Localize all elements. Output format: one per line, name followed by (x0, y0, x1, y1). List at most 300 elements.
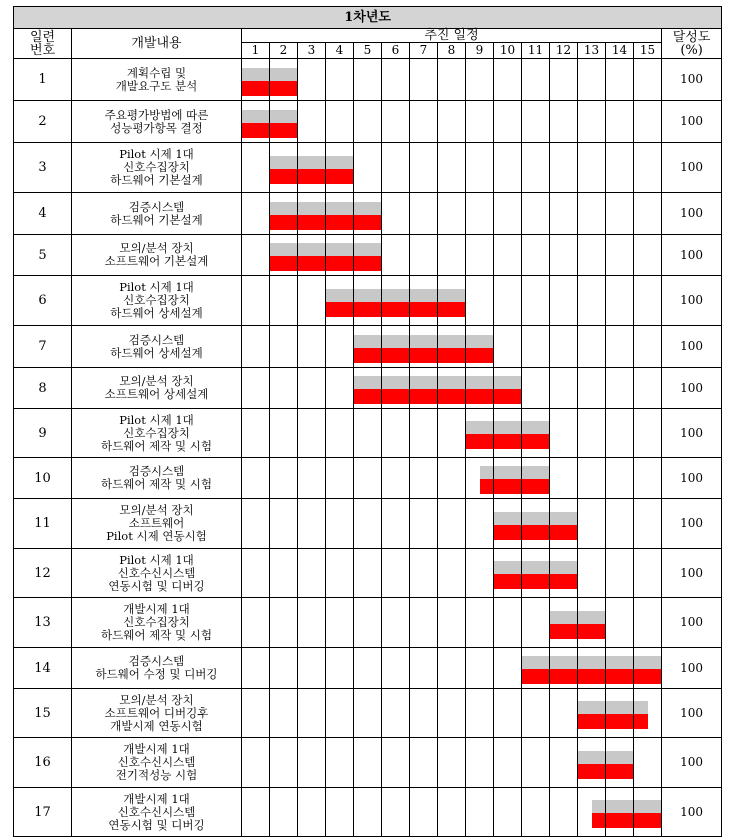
task-line: 모의/분석 장치 (119, 503, 194, 517)
task-line: 하드웨어 상세설계 (110, 306, 203, 320)
schedule-cell-month-2 (270, 326, 298, 368)
schedule-cell-month-13 (578, 788, 606, 837)
schedule-cell-month-7 (410, 59, 438, 101)
planned-bar (410, 376, 437, 389)
row-number: 7 (14, 326, 72, 368)
schedule-cell-month-7 (410, 499, 438, 549)
schedule-cell-month-13 (578, 143, 606, 193)
schedule-cell-month-15 (634, 101, 662, 143)
schedule-cell-month-5 (354, 368, 382, 409)
task-description (72, 458, 242, 499)
schedule-cell-month-6 (382, 193, 410, 235)
planned-bar (354, 243, 381, 256)
row-number: 3 (14, 143, 72, 193)
task-description (72, 235, 242, 276)
task-line: 개발시제 1대 (123, 602, 190, 616)
schedule-cell-month-6 (382, 648, 410, 689)
schedule-cell-month-8 (438, 368, 466, 409)
planned-bar (354, 335, 381, 348)
schedule-cell-month-6 (382, 409, 410, 458)
planned-bar (494, 561, 521, 574)
achievement-rate: 100 (662, 235, 722, 276)
schedule-cell-month-15 (634, 458, 662, 499)
schedule-body (14, 7, 722, 837)
table-row (14, 598, 722, 648)
schedule-cell-month-7 (410, 738, 438, 788)
row-number: 4 (14, 193, 72, 235)
schedule-cell-month-14 (606, 788, 634, 837)
schedule-cell-month-1 (242, 689, 270, 738)
planned-bar (606, 751, 633, 764)
task-description (72, 143, 242, 193)
task-line: 개발시제 연동시험 (110, 718, 203, 733)
header-no-line1: 일련 (29, 29, 56, 45)
task-line: 신호수신시스템 (117, 804, 196, 819)
planned-bar (550, 611, 577, 624)
schedule-cell-month-10 (494, 368, 522, 409)
planned-bar (270, 68, 297, 81)
schedule-cell-month-11 (522, 276, 550, 326)
schedule-cell-month-5 (354, 499, 382, 549)
schedule-cell-month-6 (382, 368, 410, 409)
planned-bar (466, 335, 493, 348)
actual-bar (270, 169, 297, 184)
schedule-cell-month-10 (494, 499, 522, 549)
actual-bar (634, 714, 648, 729)
schedule-cell-month-5 (354, 788, 382, 837)
achievement-rate: 100 (662, 598, 722, 648)
month-12: 12 (550, 43, 578, 59)
table-row (14, 276, 722, 326)
header-rate-line2: (%) (680, 42, 703, 58)
schedule-cell-month-1 (242, 326, 270, 368)
planned-bar (578, 611, 605, 624)
schedule-cell-month-12 (550, 409, 578, 458)
task-line: 모의/분석 장치 (119, 241, 194, 255)
task-line: 하드웨어 기본설계 (110, 212, 203, 227)
schedule-cell-month-8 (438, 409, 466, 458)
row-number: 2 (14, 101, 72, 143)
planned-bar (326, 289, 353, 302)
schedule-cell-month-2 (270, 648, 298, 689)
schedule-cell-month-11 (522, 648, 550, 689)
schedule-cell-month-3 (298, 101, 326, 143)
schedule-cell-month-14 (606, 499, 634, 549)
schedule-cell-month-13 (578, 458, 606, 499)
actual-bar (326, 215, 353, 230)
schedule-cell-month-5 (354, 235, 382, 276)
schedule-cell-month-3 (298, 648, 326, 689)
planned-bar (438, 335, 465, 348)
actual-bar (522, 479, 549, 494)
achievement-rate: 100 (662, 101, 722, 143)
schedule-cell-month-4 (326, 101, 354, 143)
actual-bar (494, 434, 521, 449)
schedule-cell-month-9 (466, 143, 494, 193)
task-description (72, 59, 242, 101)
schedule-cell-month-13 (578, 648, 606, 689)
task-description (72, 368, 242, 409)
schedule-cell-month-14 (606, 143, 634, 193)
planned-bar (494, 512, 521, 525)
task-line: 개발요구도 분석 (115, 78, 198, 93)
task-line: Pilot 시제 연동시험 (106, 529, 207, 543)
schedule-cell-month-13 (578, 101, 606, 143)
task-line: 계획수립 및 (126, 65, 187, 80)
schedule-cell-month-12 (550, 689, 578, 738)
schedule-cell-month-7 (410, 458, 438, 499)
schedule-cell-month-2 (270, 499, 298, 549)
row-number: 16 (14, 738, 72, 788)
achievement-rate: 100 (662, 549, 722, 598)
row-number: 1 (14, 59, 72, 101)
table-row (14, 326, 722, 368)
schedule-cell-month-14 (606, 193, 634, 235)
schedule-cell-month-2 (270, 59, 298, 101)
schedule-cell-month-15 (634, 788, 662, 837)
schedule-cell-month-7 (410, 326, 438, 368)
task-line: 하드웨어 기본설계 (110, 173, 203, 187)
task-line: Pilot 시제 1대 (119, 280, 194, 294)
planned-bar (270, 243, 297, 256)
table-row (14, 738, 722, 788)
schedule-cell-month-10 (494, 235, 522, 276)
schedule-cell-month-11 (522, 549, 550, 598)
table-row (14, 59, 722, 101)
schedule-cell-month-4 (326, 276, 354, 326)
planned-bar (634, 800, 661, 813)
planned-bar (354, 202, 381, 215)
task-line: 검증시스템 (128, 654, 185, 668)
schedule-cell-month-10 (494, 59, 522, 101)
schedule-cell-month-3 (298, 458, 326, 499)
table-row (14, 368, 722, 409)
planned-bar (494, 421, 521, 434)
header-rate (662, 29, 722, 59)
schedule-cell-month-3 (298, 409, 326, 458)
schedule-cell-month-12 (550, 193, 578, 235)
achievement-rate: 100 (662, 409, 722, 458)
schedule-cell-month-9 (466, 788, 494, 837)
schedule-cell-month-12 (550, 276, 578, 326)
schedule-cell-month-11 (522, 458, 550, 499)
schedule-cell-month-9 (466, 59, 494, 101)
planned-bar (410, 335, 437, 348)
schedule-cell-month-11 (522, 689, 550, 738)
month-10: 10 (494, 43, 522, 59)
actual-bar (606, 764, 633, 779)
schedule-cell-month-10 (494, 598, 522, 648)
planned-bar (522, 466, 549, 479)
schedule-cell-month-14 (606, 598, 634, 648)
schedule-cell-month-7 (410, 235, 438, 276)
actual-bar (298, 256, 325, 271)
planned-bar (578, 701, 605, 714)
schedule-cell-month-4 (326, 235, 354, 276)
task-description (72, 276, 242, 326)
month-5: 5 (354, 43, 382, 59)
schedule-cell-month-5 (354, 326, 382, 368)
schedule-cell-month-5 (354, 409, 382, 458)
planned-bar (494, 466, 521, 479)
schedule-cell-month-10 (494, 326, 522, 368)
schedule-cell-month-10 (494, 276, 522, 326)
schedule-cell-month-6 (382, 788, 410, 837)
schedule-cell-month-3 (298, 276, 326, 326)
month-11: 11 (522, 43, 550, 59)
schedule-cell-month-6 (382, 499, 410, 549)
planned-bar (410, 289, 437, 302)
schedule-cell-month-11 (522, 193, 550, 235)
planned-bar (578, 656, 605, 669)
task-line: 신호수집장치 (123, 293, 190, 307)
schedule-cell-month-2 (270, 276, 298, 326)
row-number: 8 (14, 368, 72, 409)
actual-bar (592, 813, 606, 828)
header-no-line2: 번호 (29, 42, 56, 58)
schedule-cell-month-11 (522, 499, 550, 549)
schedule-cell-month-2 (270, 549, 298, 598)
schedule-cell-month-6 (382, 59, 410, 101)
actual-bar (522, 669, 549, 684)
actual-bar (466, 348, 493, 363)
schedule-cell-month-14 (606, 409, 634, 458)
actual-bar (606, 714, 633, 729)
schedule-cell-month-13 (578, 326, 606, 368)
schedule-cell-month-7 (410, 689, 438, 738)
planned-bar (242, 110, 269, 123)
actual-bar (270, 215, 297, 230)
task-line: 하드웨어 수정 및 디버깅 (95, 667, 218, 681)
schedule-cell-month-2 (270, 409, 298, 458)
schedule-cell-month-8 (438, 738, 466, 788)
planned-bar (270, 156, 297, 169)
planned-bar (438, 289, 465, 302)
table-row (14, 101, 722, 143)
schedule-cell-month-9 (466, 689, 494, 738)
planned-bar (270, 202, 297, 215)
schedule-cell-month-13 (578, 549, 606, 598)
schedule-cell-month-5 (354, 193, 382, 235)
task-line: 개발시제 1대 (123, 791, 190, 806)
actual-bar (578, 669, 605, 684)
schedule-cell-month-10 (494, 689, 522, 738)
schedule-cell-month-10 (494, 193, 522, 235)
schedule-cell-month-3 (298, 368, 326, 409)
schedule-cell-month-4 (326, 549, 354, 598)
schedule-cell-month-4 (326, 409, 354, 458)
schedule-cell-month-3 (298, 689, 326, 738)
schedule-cell-month-12 (550, 738, 578, 788)
schedule-cell-month-4 (326, 648, 354, 689)
schedule-cell-month-4 (326, 193, 354, 235)
month-3: 3 (298, 43, 326, 59)
header-no (14, 29, 72, 59)
schedule-cell-month-11 (522, 409, 550, 458)
actual-bar (242, 123, 269, 138)
task-line: 신호수집장치 (123, 615, 190, 629)
schedule-cell-month-3 (298, 326, 326, 368)
task-line: 검증시스템 (128, 464, 185, 478)
table-row (14, 549, 722, 598)
header-schedule: 추진 일정 (242, 29, 662, 43)
schedule-cell-month-4 (326, 689, 354, 738)
schedule-cell-month-13 (578, 738, 606, 788)
row-number: 11 (14, 499, 72, 549)
schedule-cell-month-1 (242, 235, 270, 276)
schedule-cell-month-8 (438, 326, 466, 368)
schedule-cell-month-8 (438, 458, 466, 499)
schedule-cell-month-14 (606, 101, 634, 143)
actual-bar (578, 714, 605, 729)
achievement-rate: 100 (662, 193, 722, 235)
schedule-cell-month-15 (634, 143, 662, 193)
schedule-cell-month-10 (494, 788, 522, 837)
planned-bar (606, 656, 633, 669)
schedule-cell-month-12 (550, 648, 578, 689)
planned-bar (466, 421, 493, 434)
task-description (72, 598, 242, 648)
schedule-cell-month-10 (494, 549, 522, 598)
achievement-rate: 100 (662, 326, 722, 368)
actual-bar (634, 813, 661, 828)
schedule-cell-month-3 (298, 143, 326, 193)
actual-bar (494, 574, 521, 589)
actual-bar (494, 389, 521, 404)
schedule-cell-month-8 (438, 143, 466, 193)
schedule-cell-month-4 (326, 788, 354, 837)
planned-bar (242, 68, 269, 81)
actual-bar (480, 479, 494, 494)
table-row (14, 193, 722, 235)
month-2: 2 (270, 43, 298, 59)
schedule-cell-month-12 (550, 101, 578, 143)
planned-bar (522, 561, 549, 574)
schedule-cell-month-15 (634, 326, 662, 368)
schedule-table (13, 6, 722, 837)
schedule-cell-month-12 (550, 788, 578, 837)
schedule-cell-month-15 (634, 738, 662, 788)
schedule-cell-month-15 (634, 235, 662, 276)
schedule-cell-month-15 (634, 59, 662, 101)
schedule-cell-month-15 (634, 276, 662, 326)
schedule-cell-month-2 (270, 738, 298, 788)
planned-bar (382, 335, 409, 348)
schedule-cell-month-5 (354, 689, 382, 738)
schedule-cell-month-7 (410, 276, 438, 326)
task-line: 소프트웨어 기본설계 (104, 254, 209, 268)
actual-bar (382, 348, 409, 363)
schedule-cell-month-11 (522, 368, 550, 409)
schedule-cell-month-6 (382, 738, 410, 788)
month-9: 9 (466, 43, 494, 59)
schedule-cell-month-8 (438, 101, 466, 143)
schedule-cell-month-6 (382, 598, 410, 648)
schedule-cell-month-4 (326, 499, 354, 549)
header-content: 개발내용 (72, 29, 242, 59)
schedule-cell-month-3 (298, 549, 326, 598)
row-number: 5 (14, 235, 72, 276)
header-rate-line1: 달성도 (672, 29, 711, 45)
actual-bar (298, 215, 325, 230)
schedule-cell-month-11 (522, 598, 550, 648)
task-line: 하드웨어 제작 및 시험 (101, 628, 212, 642)
schedule-cell-month-1 (242, 193, 270, 235)
planned-bar (326, 202, 353, 215)
actual-bar (578, 624, 605, 639)
schedule-cell-month-8 (438, 648, 466, 689)
schedule-cell-month-11 (522, 326, 550, 368)
task-description (72, 499, 242, 549)
task-line: Pilot 시제 1대 (119, 552, 194, 567)
row-number: 14 (14, 648, 72, 689)
table-row (14, 689, 722, 738)
schedule-cell-month-3 (298, 59, 326, 101)
task-line: 모의/분석 장치 (119, 374, 194, 388)
planned-bar (466, 376, 493, 389)
schedule-cell-month-14 (606, 689, 634, 738)
schedule-cell-month-13 (578, 235, 606, 276)
schedule-cell-month-6 (382, 458, 410, 499)
schedule-cell-month-8 (438, 59, 466, 101)
achievement-rate: 100 (662, 458, 722, 499)
task-line: 소프트웨어 (128, 516, 185, 530)
schedule-cell-month-9 (466, 458, 494, 499)
planned-bar (270, 110, 297, 123)
schedule-cell-month-14 (606, 648, 634, 689)
actual-bar (410, 348, 437, 363)
row-number: 10 (14, 458, 72, 499)
planned-bar (354, 289, 381, 302)
schedule-cell-month-8 (438, 276, 466, 326)
actual-bar (550, 525, 577, 540)
row-number: 17 (14, 788, 72, 837)
actual-bar (270, 256, 297, 271)
task-description (72, 549, 242, 598)
table-row (14, 409, 722, 458)
schedule-cell-month-12 (550, 143, 578, 193)
month-14: 14 (606, 43, 634, 59)
actual-bar (326, 169, 353, 184)
schedule-cell-month-1 (242, 458, 270, 499)
planned-bar (550, 512, 577, 525)
actual-bar (270, 81, 297, 96)
achievement-rate: 100 (662, 368, 722, 409)
schedule-cell-month-11 (522, 143, 550, 193)
schedule-cell-month-7 (410, 193, 438, 235)
schedule-cell-month-8 (438, 193, 466, 235)
table-row (14, 458, 722, 499)
schedule-cell-month-9 (466, 235, 494, 276)
planned-bar (592, 800, 606, 813)
schedule-cell-month-14 (606, 276, 634, 326)
task-line: 신호수신시스템 (117, 565, 196, 580)
schedule-cell-month-13 (578, 689, 606, 738)
planned-bar (298, 156, 325, 169)
schedule-cell-month-9 (466, 738, 494, 788)
schedule-cell-month-9 (466, 648, 494, 689)
schedule-cell-month-13 (578, 59, 606, 101)
table-row (14, 143, 722, 193)
task-line: 검증시스템 (128, 332, 185, 347)
planned-bar (382, 289, 409, 302)
schedule-cell-month-9 (466, 549, 494, 598)
schedule-cell-month-1 (242, 409, 270, 458)
schedule-cell-month-7 (410, 101, 438, 143)
schedule-cell-month-9 (466, 101, 494, 143)
table-title: 1차년도 (14, 7, 722, 29)
table-row (14, 648, 722, 689)
